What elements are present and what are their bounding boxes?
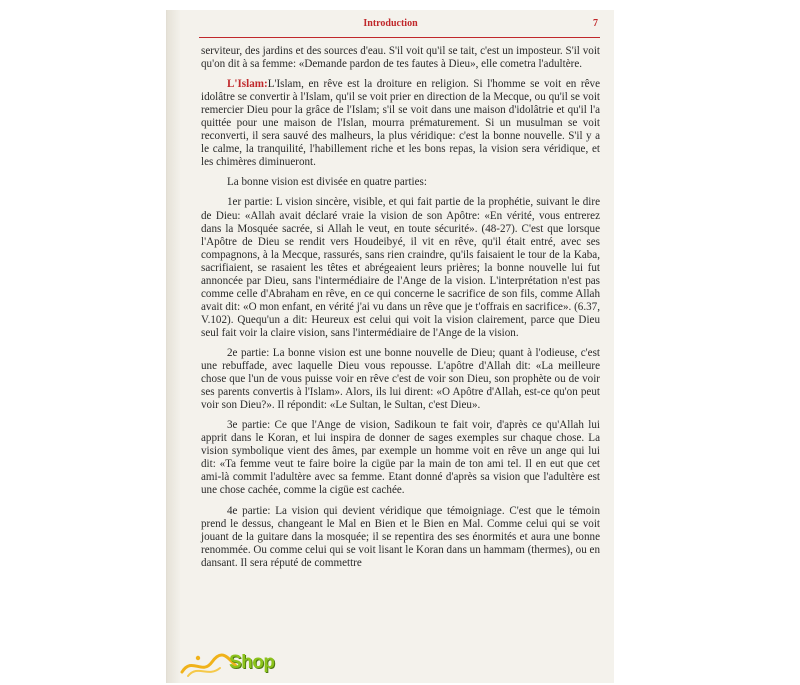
paragraph-text: L'Islam, en rêve est la droiture en religion. Si l'homme se voit en rêve idolâtre se convertir à l'Islam, qu'il se voit prier en direction de la Mecque, ou qu'il se voit remercier Dieu pour la grâce de l'Islam; s'il se voit dans une maison d'idolâtrie et qu'il l'a quittée pour une maison de l'Islan, mourra prématurement. Si un musulman se voit reconverti, il sera sauvé des malheurs, la plus véridique: c'est la bonne nouvelle. S'il y a le calme, la tranquilité, l'habillement riche et les bons repas, la vision sera véridique, et les chimères diminueront.	[201, 78, 600, 169]
page-number: 7	[593, 18, 598, 29]
paragraph: 1er partie: L vision sincère, visible, et qui fait partie de la prophétie, suivant le dire de Dieu: «Allah avait déclaré vraie la vision de son Apôtre: «En vérité, vous entrerez dans la Mosquée sacrée, si Allah le veut, en toute sécurité». (48-27). C'est que lorsque l'Apôtre de Dieu se rendit vers Houdeibyé, il vit en rêve, qu'il était entré, avec ses compagnons, à la Mecque, rassurés, sans rien craindre, qu'ils faisaient le tour de la Kaba, sacrifiaient, se rasaient les têtes et abrégeaient leurs prières; la bonne nouvelle lui fut annoncée par Dieu, sans l'intermédiaire de l'Ange de la vision. L'interprétation n'est pas comme celle d'Abraham en rêve, en ce qui concerne le sacrifice de son fils, comme Allah avait dit: «O mon enfant, en vérité j'ai vu dans un rêve que je t'offrais en sacrifice». (6.37, V.102). Quequ'un a dit: Heureux est celui qui voit la vision clairement, parce que Dieu seul fait voir la claire vision, sans l'intermédiaire de l'Ange de la vision.	[201, 196, 600, 339]
shop-logo	[180, 650, 290, 680]
header-divider	[199, 37, 600, 38]
paragraph-islam	[201, 78, 600, 169]
page-gutter-shadow	[167, 10, 181, 683]
paragraph: 2e partie: La bonne vision est une bonne nouvelle de Dieu; quant à l'odieuse, c'est une rebuffade, avec laquelle Dieu vous repousse. L'apôtre d'Allah dit: «La meilleure chose que l'un de vous puisse voir en rêve c'est de voir son Dieu, son prophète ou de voir ses parents convertis à l'Islam». Alors, ils lui dirent: «O Apôtre d'Allah, est-ce qu'on peut voir son Dieu?». Il répondit: «Le Sultan, le Sultan, c'est Dieu».	[201, 346, 600, 412]
lead-term: L'Islam:	[227, 78, 268, 91]
book-page	[166, 10, 614, 683]
body-text	[201, 45, 600, 577]
logo-text: Shop	[229, 652, 275, 673]
paragraph: 3e partie: Ce que l'Ange de vision, Sadikoun te fait voir, d'après ce qu'Allah lui apprit dans le Koran, et lui inspira de donner de sages exemples sur chaque chose. La vision symbolique vient des âmes, par exemple un homme voit en rêve un ange qui lui dit: «Ta femme veut te faire boire la cigüe par la main de ton ami tel. Il en eut que cet ami-là commit l'adultère avec sa femme. Etant donné d'après sa vision que l'adultère est une chose cachée, comme la cigüe est cachée.	[201, 419, 600, 497]
paragraph: 4e partie: La vision qui devient véridique que témoigniage. C'est que le témoin prend le dessus, changeant le Mal en Bien et le Bien en Mal. Comme celui qui se voit jouant de la guitare dans la mosquée; il se repentira des ses énormités et aura une bonne renommée. Ou comme celui qui se voit lisant le Koran dans un hammam (thermes), ou en dansant. Il sera réputé de commettre	[201, 504, 600, 569]
paragraph: La bonne vision est divisée en quatre parties:	[227, 176, 427, 189]
running-header	[167, 18, 614, 34]
paragraph: serviteur, des jardins et des sources d'eau. S'il voit qu'il se tait, c'est un imposteur. S'il voit qu'on dit à sa femme: «Demande pardon de tes fautes à Dieu», elle cometra l'adultère.	[201, 45, 600, 71]
chapter-title: Introduction	[363, 18, 418, 29]
